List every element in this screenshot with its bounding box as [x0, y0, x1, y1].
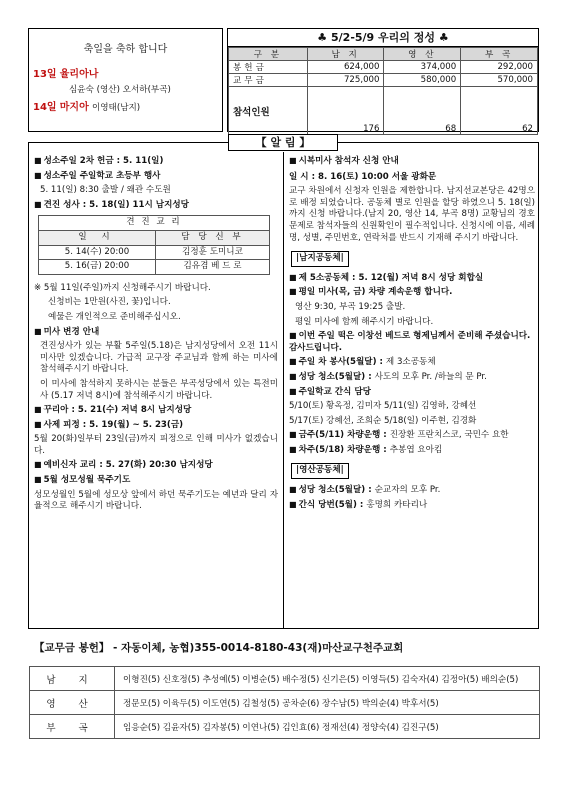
donor-names: 임응순(5) 김윤자(5) 김자봉(5) 이연나(5) 김인효(6) 정재선(4) 정양숙(4) 김진구(5): [115, 715, 540, 739]
notice-text: 성소주일 주일학교 초등부 행사: [43, 170, 161, 181]
feast-day-line-2: [33, 98, 222, 113]
notice-item: [34, 475, 278, 487]
feast-day-saint: 마지아: [59, 102, 89, 113]
bullet-icon: ■: [34, 170, 42, 180]
notice-value: 제 3소공동체: [385, 357, 436, 368]
attendance-value: 68: [384, 87, 461, 135]
notice-text: 꾸리아 : 5. 21(수) 저녁 8시 남지성당: [43, 405, 192, 416]
notice-item: [289, 372, 535, 384]
feast-day-names: 심윤숙 (영산) 오서하(부곡): [69, 85, 171, 95]
bullet-icon: ■: [289, 272, 297, 282]
feast-day-date: 14일: [33, 102, 57, 113]
bullet-icon: ■: [289, 444, 297, 454]
offering-value: 624,000: [307, 61, 384, 74]
offering-row: [229, 87, 538, 135]
col-header: 남 지: [307, 48, 384, 61]
notice-item: [289, 287, 535, 299]
col-header: 부 곡: [461, 48, 538, 61]
notice-item: [289, 273, 535, 285]
bullet-icon: ■: [289, 499, 297, 509]
notice-left-column: [34, 156, 278, 516]
notice-paragraph: 성모성월인 5월에 성모상 앞에서 하던 묵주기도는 예년과 달리 자율적으로 해주시기 바랍니다.: [34, 489, 278, 512]
notice-item: [34, 327, 278, 339]
notice-label: 성당 청소(5월달) :: [298, 371, 375, 382]
table-cell: 5. 14(수) 20:00: [39, 245, 156, 260]
col-header: 담 당 신 부: [155, 230, 269, 245]
offering-value: 580,000: [384, 74, 461, 87]
offering-table: [228, 47, 538, 135]
notice-paragraph: 견진성사가 있는 부활 5주일(5.18)은 남지성당에서 오전 11시 미사만 있겠습니다. 가급적 교구장 주교님과 함께 하는 미사에 참석해주시기 바랍니다.: [40, 341, 278, 375]
notice-text: 사제 피정 : 5. 19(월) ~ 5. 23(금): [43, 419, 184, 430]
bullet-icon: ■: [34, 326, 42, 336]
bullet-icon: ■: [289, 357, 297, 367]
bullet-icon: ■: [34, 199, 42, 209]
notice-label: 주일 차 봉사(5월달) :: [298, 357, 386, 368]
notice-right-column: [289, 156, 535, 514]
notice-detail: ※ 5월 11일(주일)까지 신청해주시기 바랍니다.: [34, 282, 211, 293]
bullet-icon: ■: [34, 156, 42, 165]
bullet-icon: ■: [34, 460, 42, 470]
table-title: 견 진 교 리: [39, 216, 270, 231]
notice-detail: 영산 9:30, 부곡 19:25 출발.: [295, 301, 406, 312]
bullet-icon: ■: [289, 430, 297, 440]
notice-paragraph: 이 미사에 참석하지 못하시는 분들은 부곡성당에서 있는 특전미사 (5.17 저녁 8시)에 참석해주시기 바랍니다.: [40, 378, 278, 401]
table-cell: 김유겸 베 드 로: [155, 260, 269, 275]
tithe-donor-table: [29, 666, 540, 739]
notice-text: 성소주일 2차 헌금 : 5. 11(일): [43, 156, 164, 166]
notice-detail: 5/17(토) 강혜선, 조희순 5/18(일) 이주현, 김경화: [289, 415, 477, 426]
table-row: [30, 667, 540, 691]
notice-label: 차주(5/18) 차량운행 :: [298, 444, 390, 455]
donor-names: 이형진(5) 신호정(5) 추성예(5) 이병순(5) 배수정(5) 신기은(5) 이영득(5) 김숙자(4) 김정아(5) 배의순(5): [115, 667, 540, 691]
col-header: 일 시: [39, 230, 156, 245]
notice-value: 홍명희 카타리나: [366, 499, 428, 510]
feast-day-box: [28, 28, 223, 132]
offering-row: [229, 61, 538, 74]
notice-detail: 예물은 개인적으로 준비해주십시오.: [48, 311, 181, 322]
offering-header-row: [229, 48, 538, 61]
tithe-account: - 자동이체, 농협)355-0014-8180-43(재)마산교구천주교회: [109, 642, 404, 654]
notice-value: 사도의 모후 Pr. /하늘의 문 Pr.: [374, 371, 487, 382]
bullet-icon: ■: [34, 475, 42, 485]
table-row: [30, 691, 540, 715]
notice-item: [34, 420, 278, 432]
table-row: [30, 715, 540, 739]
notice-text: 예비신자 교리 : 5. 27(화) 20:30 남지성당: [43, 460, 213, 471]
notice-label: 간식 당번(5월) :: [298, 499, 367, 510]
bullet-icon: ■: [289, 485, 297, 495]
notice-text: 평일 미사(목, 금) 차량 계속운행 합니다.: [298, 287, 453, 298]
offering-row: [229, 74, 538, 87]
notice-item: [34, 460, 278, 472]
notice-text: 시복미사 참석자 신청 안내: [298, 156, 399, 166]
community-label: 남 지: [30, 667, 115, 691]
bullet-icon: ■: [289, 287, 297, 297]
notice-detail: 신청비는 1만원(사진, 꽃)입니다.: [48, 297, 171, 308]
notice-item: [289, 331, 535, 354]
col-header: 구 분: [229, 48, 308, 61]
tithe-heading: [34, 640, 534, 655]
column-divider: [283, 152, 284, 628]
offering-value: 292,000: [461, 61, 538, 74]
offering-title: ♣ 5/2-5/9 우리의 정성 ♣: [228, 29, 538, 47]
row-label: 참석인원: [229, 87, 308, 135]
offering-box: [227, 28, 539, 132]
feast-day-title: 축일을 축하 합니다: [83, 44, 168, 55]
bullet-icon: ■: [289, 371, 297, 381]
feast-day-saint: 율리아나: [59, 69, 99, 80]
notice-item: [289, 387, 535, 399]
notice-label: 금주(5/11) 차량운행 :: [298, 430, 390, 441]
table-cell: 김정훈 도미니코: [155, 245, 269, 260]
notice-detail: 5/10(토) 황옥정, 김미자 5/11(일) 김영하, 강혜선: [289, 401, 477, 412]
notice-item: [289, 430, 535, 442]
notice-detail: 평일 미사에 함께 해주시기 바랍니다.: [295, 316, 434, 327]
feast-day-names: 이영태(남지): [91, 103, 141, 113]
notice-item: [289, 485, 535, 497]
attendance-value: 62: [461, 87, 538, 135]
row-label: 교무금: [229, 74, 308, 87]
notice-paragraph: 교구 차원에서 신청자 인원을 제한합니다. 남지선교본당은 42명으로 배정 되었습니다. 공동체 별로 인원을 할당 하였으니 5. 18(일)까지 신청 바랍니다.(남지 20, 영산 14, 부곡 8명) 교황님의 경호문제로 참석자들의 신원확인이 필수적입니다. 신청시에 이름, 세례명, 성별, 주민번호, 연락처를 반드시 기재해 주시기 바랍니다.: [289, 186, 535, 243]
community-heading: |남지공동체|: [291, 251, 349, 267]
notice-paragraph: 5월 20(화)일부터 23일(금)까지 피정으로 인해 미사가 없겠습니다.: [34, 434, 278, 456]
feast-day-line-1: [33, 65, 222, 80]
notice-text: 이번 주일 떡은 이창선 베드로 형제님께서 준비해 주셨습니다. 감사드립니다.: [289, 331, 531, 353]
attendance-value: 176: [307, 87, 384, 135]
bullet-icon: ■: [289, 331, 297, 341]
confirmation-table: [38, 215, 270, 274]
bullet-icon: ■: [34, 405, 42, 415]
notice-text: 5월 성모성월 묵주기도: [43, 475, 131, 486]
notice-value: 추봉엽 요아킴: [389, 444, 443, 455]
bullet-icon: ■: [289, 386, 297, 396]
table-row: [39, 245, 270, 260]
notice-text: 주일학교 간식 담당: [298, 386, 371, 397]
notice-label: 성당 청소(5월달) :: [298, 485, 375, 496]
notice-text: 견진 성사 : 5. 18(일) 11시 남지성당: [43, 199, 189, 210]
notice-item: [34, 156, 278, 168]
tithe-title: 【교무금 봉헌】: [34, 642, 110, 654]
donor-names: 정문모(5) 이육두(5) 이도연(5) 김철성(5) 공차순(6) 장수남(5) 박의순(4) 박후서(5): [115, 691, 540, 715]
community-heading: |영산공동체|: [291, 463, 349, 479]
row-label: 봉헌금: [229, 61, 308, 74]
offering-value: 725,000: [307, 74, 384, 87]
notice-title: 【 알 림 】: [228, 134, 338, 151]
feast-day-date: 13일: [33, 69, 57, 80]
notice-item: [34, 405, 278, 417]
col-header: 영 산: [384, 48, 461, 61]
notice-detail: 5. 11(일) 8:30 출발 / 왜관 수도원: [40, 185, 171, 196]
notice-value: 진장환 프란치스코, 국민수 요한: [389, 430, 509, 441]
bullet-icon: ■: [34, 419, 42, 429]
offering-value: 374,000: [384, 61, 461, 74]
notice-text: 미사 변경 안내: [43, 326, 100, 337]
community-label: 부 곡: [30, 715, 115, 739]
notice-item: [34, 200, 278, 212]
notice-item: [289, 445, 535, 457]
bullet-icon: ■: [289, 156, 297, 165]
notice-item: [289, 500, 535, 512]
notice-text: 제 5소공동체 : 5. 12(월) 저녁 8시 성당 회합실: [298, 272, 484, 283]
table-row: [39, 260, 270, 275]
notice-item: [34, 171, 278, 183]
offering-value: 570,000: [461, 74, 538, 87]
notice-item: [289, 156, 535, 168]
notice-value: 순교자의 모후 Pr.: [374, 485, 441, 496]
notice-detail: 일 시 : 8. 16(토) 10:00 서울 광화문: [289, 171, 437, 182]
community-label: 영 산: [30, 691, 115, 715]
table-cell: 5. 16(금) 20:00: [39, 260, 156, 275]
notice-item: [289, 357, 535, 369]
